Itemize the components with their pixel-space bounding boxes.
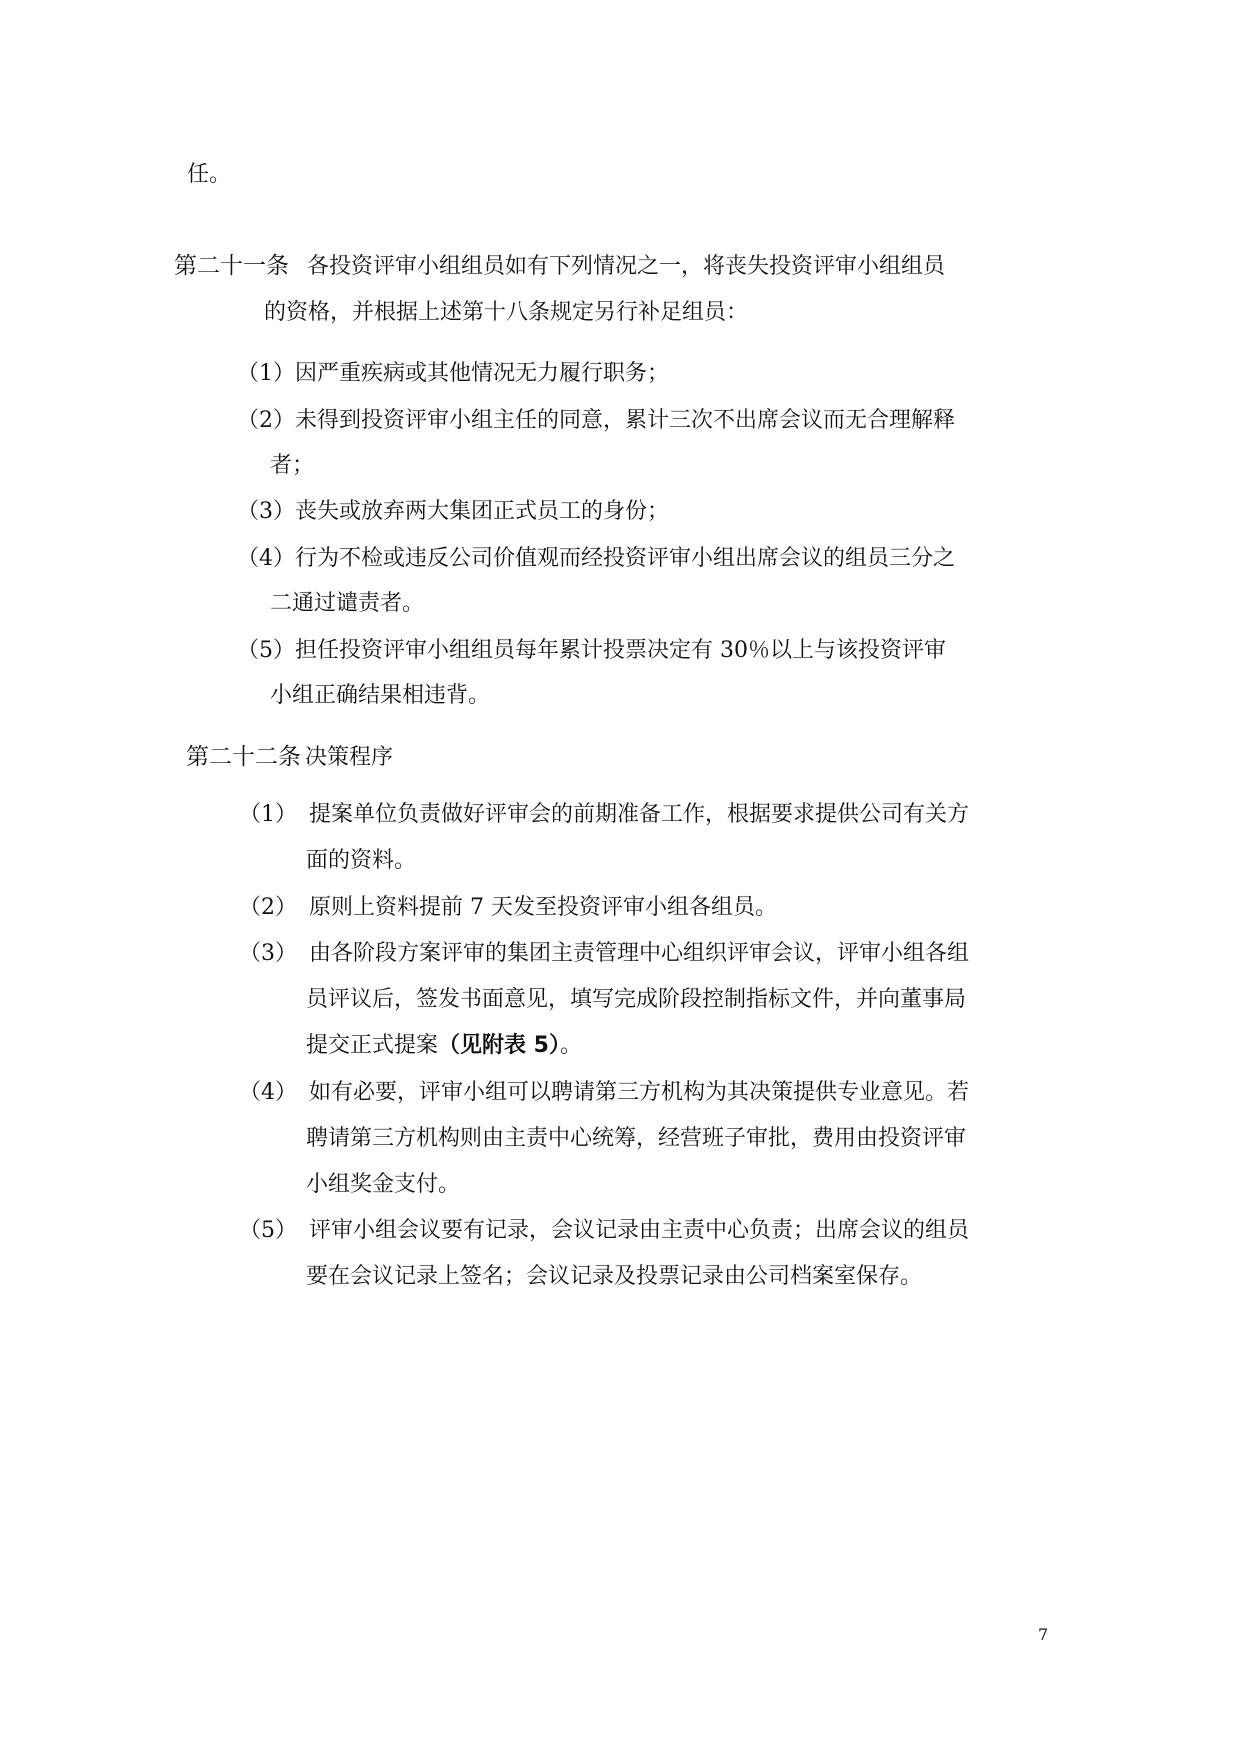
- item-text: 因严重疾病或其他情况无力履行职务；: [295, 361, 670, 386]
- item-text: 提交正式提案: [306, 1033, 439, 1058]
- article-21-item-1: [237, 359, 669, 389]
- article-21-item-2: [237, 406, 955, 436]
- item-number: （3）: [237, 499, 295, 524]
- article-21-item-5-cont: 小组正确结果相违背。: [270, 683, 491, 708]
- article-22-item-2: [239, 893, 777, 923]
- article-21-item-4-cont: 二通过谴责者。: [270, 591, 425, 616]
- article-22-item-1-cont: 面的资料。: [306, 848, 417, 873]
- article-22-item-4-cont-1: 聘请第三方机构则由主责中心统筹，经营班子审批，费用由投资评审: [306, 1126, 967, 1151]
- article-22-item-5: [239, 1216, 969, 1246]
- article-22-heading-line: [186, 742, 393, 773]
- appendix-reference: （见附表 5）: [438, 1033, 560, 1058]
- article-22-item-4: [239, 1078, 969, 1108]
- item-number: （5）: [237, 638, 295, 663]
- item-number: （1）: [237, 361, 295, 386]
- article-21-intro-line-1: 各投资评审小组组员如有下列情况之一，将丧失投资评审小组组员: [307, 254, 946, 279]
- item-text: 丧失或放弃两大集团正式员工的身份；: [295, 499, 670, 524]
- article-22-item-3-last-line: [306, 1031, 582, 1061]
- item-number: （2）: [237, 408, 295, 433]
- article-22-item-3-cont: 员评议后，签发书面意见，填写完成阶段控制指标文件，并向董事局: [306, 987, 967, 1012]
- item-number: （4）: [237, 546, 295, 571]
- article-22-item-5-cont: 要在会议记录上签名；会议记录及投票记录由公司档案室保存。: [306, 1264, 923, 1289]
- item-text: 原则上资料提前 7 天发至投资评审小组各组员。: [309, 895, 777, 920]
- article-22-heading: 第二十二条: [186, 744, 301, 770]
- item-text: 担任投资评审小组组员每年累计投票决定有 30％以上与该投资评审: [295, 638, 946, 663]
- item-number: （3）: [239, 941, 297, 966]
- item-number: （1）: [239, 802, 297, 827]
- article-22-item-4-cont-2: 小组奖金支付。: [306, 1172, 461, 1197]
- item-number: （5）: [239, 1218, 297, 1243]
- item-text: 未得到投资评审小组主任的同意，累计三次不出席会议而无合理解释: [295, 408, 956, 433]
- item-text: 评审小组会议要有记录，会议记录由主责中心负责；出席会议的组员: [309, 1218, 970, 1243]
- item-text: 由各阶段方案评审的集团主责管理中心组织评审会议，评审小组各组: [309, 941, 970, 966]
- article-22-item-3: [239, 939, 969, 969]
- article-21-first-line: [174, 251, 945, 282]
- article-21-item-4: [237, 544, 955, 574]
- carry-over-text: 任。: [187, 162, 232, 187]
- article-21-item-3: [237, 497, 669, 527]
- item-number: （2）: [239, 895, 297, 920]
- item-text: 如有必要，评审小组可以聘请第三方机构为其决策提供专业意见。若: [309, 1080, 970, 1105]
- article-21-intro-line-2: 的资格，并根据上述第十八条规定另行补足组员：: [264, 300, 749, 325]
- article-21-item-5: [237, 636, 946, 666]
- article-22-item-1: [239, 800, 969, 830]
- item-number: （4）: [239, 1080, 297, 1105]
- article-21-heading: 第二十一条: [174, 253, 289, 279]
- article-21-item-2-cont: 者；: [270, 453, 315, 478]
- article-22-title: 决策程序: [305, 745, 394, 770]
- item-text-end: 。: [559, 1033, 582, 1058]
- item-text: 行为不检或违反公司价值观而经投资评审小组出席会议的组员三分之: [295, 546, 956, 571]
- item-text: 提案单位负责做好评审会的前期准备工作，根据要求提供公司有关方: [309, 802, 970, 827]
- page-number: 7: [1038, 1625, 1049, 1644]
